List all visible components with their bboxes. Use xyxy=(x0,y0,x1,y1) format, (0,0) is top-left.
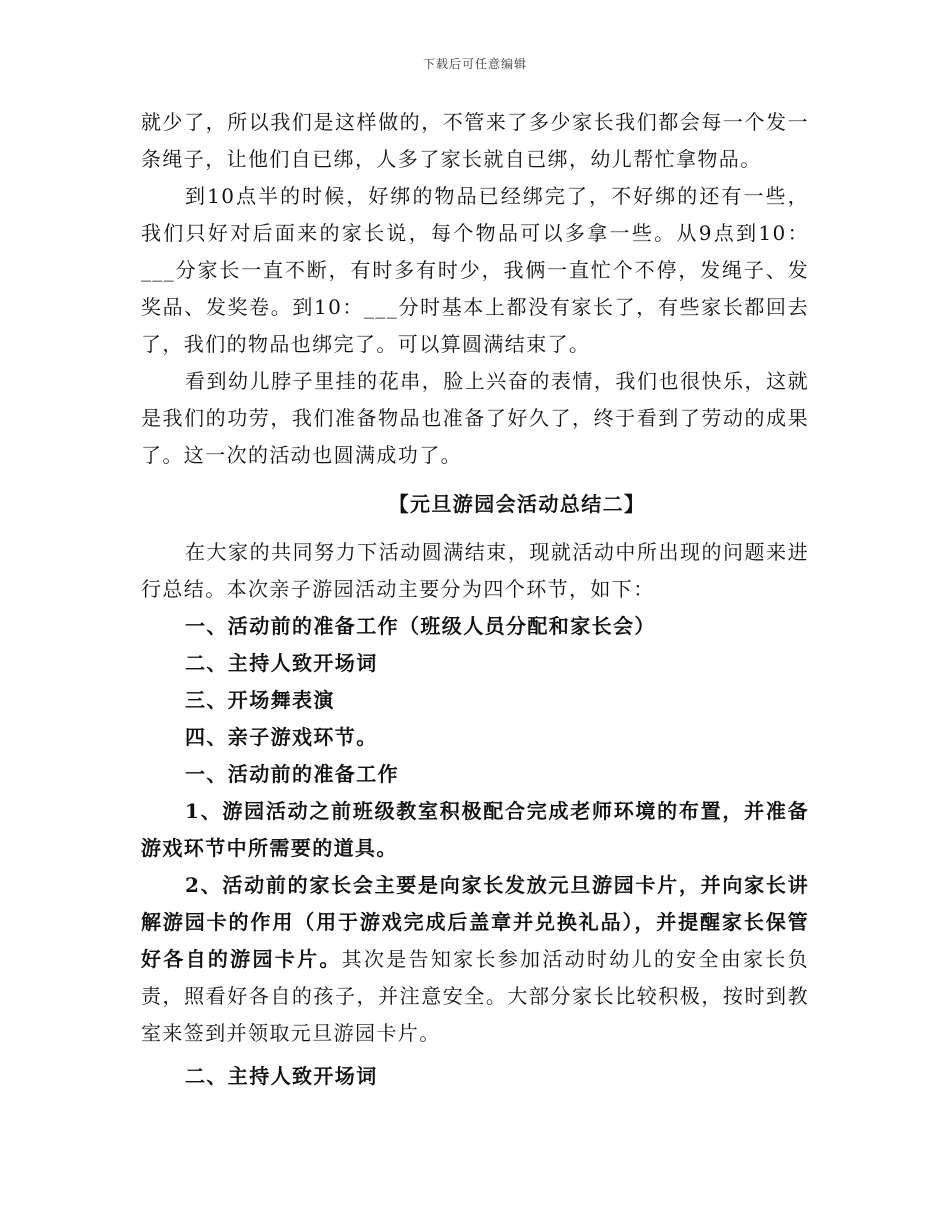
document-body xyxy=(141,104,809,1095)
page-header-note: 下载后可任意编辑 xyxy=(422,57,527,71)
paragraph-continuation: 就少了，所以我们是这样做的，不管来了多少家长我们都会每一个发一条绳子，让他们自已绑，人多了家长就自已绑，幼儿帮忙拿物品。 xyxy=(141,110,809,171)
point-2 xyxy=(141,867,809,1052)
section-intro: 在大家的共同努力下活动圆满结束，现就活动中所出现的问题来进行总结。本次亲子游园活动主要分为四个环节，如下： xyxy=(141,540,809,601)
list-item-1: 一、活动前的准备工作（班级人员分配和家长会） xyxy=(185,614,656,638)
subheading-host-opening: 二、主持人致开场词 xyxy=(185,1064,378,1088)
section-title: 【元旦游园会活动总结二】 xyxy=(388,492,646,516)
subheading-preparation: 一、活动前的准备工作 xyxy=(185,762,399,786)
point-2-rest: 其次是告知家长参加活动时幼儿的安全由家长负责，照看好各自的孩子，并注意安全。大部分家长比较积极，按时到教室来签到并领取元旦游园卡片。 xyxy=(141,947,809,1045)
paragraph-ten-thirty: 到10点半的时候，好绑的物品已经绑完了，不好绑的还有一些，我们只好对后面来的家长说，每个物品可以多拿一些。从9点到10：___分家长一直不断，有时多有时少，我俩一直忙个不停，发绳子、发奖品、发奖卷。到10：___分时基本上都没有家长了，有些家长都回去了，我们的物品也绑完了。可以算圆满结束了。 xyxy=(141,184,809,356)
list-item-2: 二、主持人致开场词 xyxy=(185,651,378,675)
point-1: 1、游园活动之前班级教室积极配合完成老师环境的布置，并准备游戏环节中所需要的道具。 xyxy=(141,799,809,860)
list-item-4: 四、亲子游戏环节。 xyxy=(185,725,378,749)
list-item-3: 三、开场舞表演 xyxy=(185,688,335,712)
paragraph-conclusion: 看到幼儿脖子里挂的花串，脸上兴奋的表情，我们也很快乐，这就是我们的功劳，我们准备物品也准备了好久了，终于看到了劳动的成果了。这一次的活动也圆满成功了。 xyxy=(141,369,809,467)
point-2-bold: 2、活动前的家长会主要是向家长发放元旦游园卡片，并向家长讲解游园卡的作用（用于游戏完成后盖章并兑换礼品），并提醒家长保管好各自的游园卡片。 xyxy=(141,873,809,971)
